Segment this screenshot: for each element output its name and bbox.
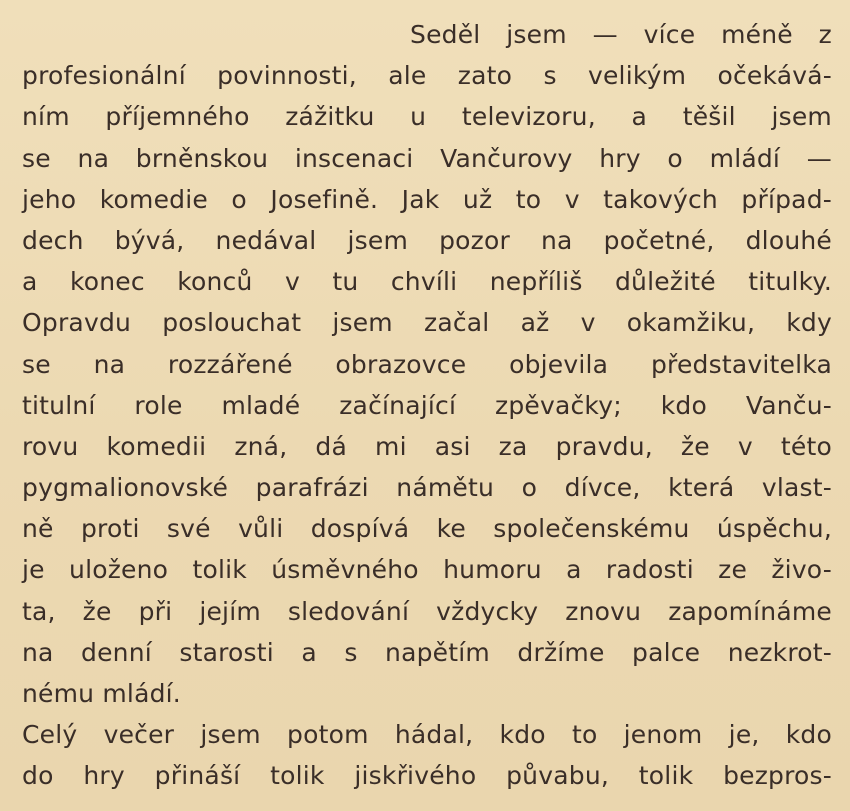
text-line-16: na denní starosti a s napětím držíme palce nezkrot- xyxy=(22,637,832,667)
text-line-5: jeho komedie o Josefině. Jak už to v takových případ- xyxy=(22,184,832,214)
text-line-2: profesionální povinnosti, ale zato s velikým očekává- xyxy=(22,61,832,91)
text-line-11: rovu komedii zná, dá mi asi za pravdu, že v této xyxy=(22,431,832,461)
text-line-4: se na brněnskou inscenaci Vančurovy hry o mládí — xyxy=(22,143,832,173)
text-line-17: nému mládí. xyxy=(22,679,181,708)
article-text xyxy=(22,14,832,797)
text-line-3: ním příjemného zážitku u televizoru, a těšil jsem xyxy=(22,102,832,132)
text-line-18: Celý večer jsem potom hádal, kdo to jenom je, kdo xyxy=(22,720,832,750)
text-line-1: Seděl jsem — více méně z xyxy=(410,20,832,49)
text-line-12: pygmalionovské parafrázi námětu o dívce, která vlast- xyxy=(22,473,832,503)
text-line-19: do hry přináší tolik jiskřivého půvabu, tolik bezpros- xyxy=(22,761,832,791)
text-line-10: titulní role mladé začínající zpěvačky; kdo Vanču- xyxy=(22,390,832,420)
text-line-6: dech bývá, nedával jsem pozor na početné, dlouhé xyxy=(22,225,832,255)
text-line-13: ně proti své vůli dospívá ke společenskému úspěchu, xyxy=(22,514,832,544)
text-line-9: se na rozzářené obrazovce objevila představitelka xyxy=(22,349,832,379)
text-line-8: Opravdu poslouchat jsem začal až v okamžiku, kdy xyxy=(22,308,832,338)
text-line-14: je uloženo tolik úsměvného humoru a radosti ze živo- xyxy=(22,555,832,585)
text-line-15: ta, že při jejím sledování vždycky znovu zapomínáme xyxy=(22,596,832,626)
text-line-7: a konec konců v tu chvíli nepříliš důležité titulky. xyxy=(22,267,832,297)
